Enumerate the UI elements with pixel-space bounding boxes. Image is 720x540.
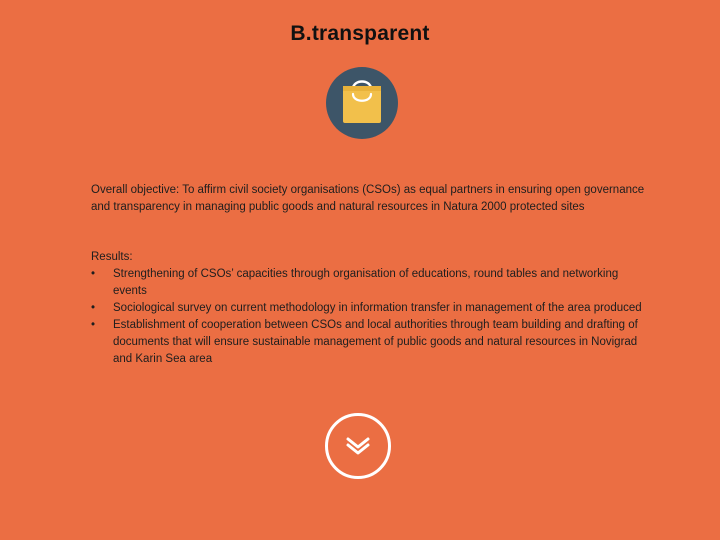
result-item-text: Sociological survey on current methodology in information transfer in management of the area produced — [113, 302, 642, 314]
results-section — [91, 249, 651, 368]
bullet: • — [91, 268, 96, 280]
bullet: • — [91, 319, 96, 331]
overall-objective-text: Overall objective: To affirm civil society organisations (CSOs) as equal partners in ensuring open governance and transparency in managing public goods and natural resources in Natura 2000 protected sites — [91, 184, 645, 213]
result-item — [91, 300, 651, 317]
bullet: • — [91, 302, 96, 314]
shopping-bag-icon — [326, 67, 398, 139]
results-list — [91, 266, 651, 368]
slide-title: B.transparent — [290, 22, 430, 45]
result-item — [91, 317, 651, 368]
result-item — [91, 266, 651, 300]
results-heading: Results: — [91, 251, 133, 263]
result-item-text: Establishment of cooperation between CSOs and local authorities through team building and drafting of documents that will ensure sustainable management of public goods and natural resources in Novigrad and Karin Sea area — [113, 319, 638, 365]
double-chevron-down-icon — [328, 416, 388, 476]
next-slide-button[interactable] — [325, 413, 391, 479]
result-item-text: Strengthening of CSOs’ capacities through organisation of educations, round tables and networking events — [113, 268, 619, 297]
